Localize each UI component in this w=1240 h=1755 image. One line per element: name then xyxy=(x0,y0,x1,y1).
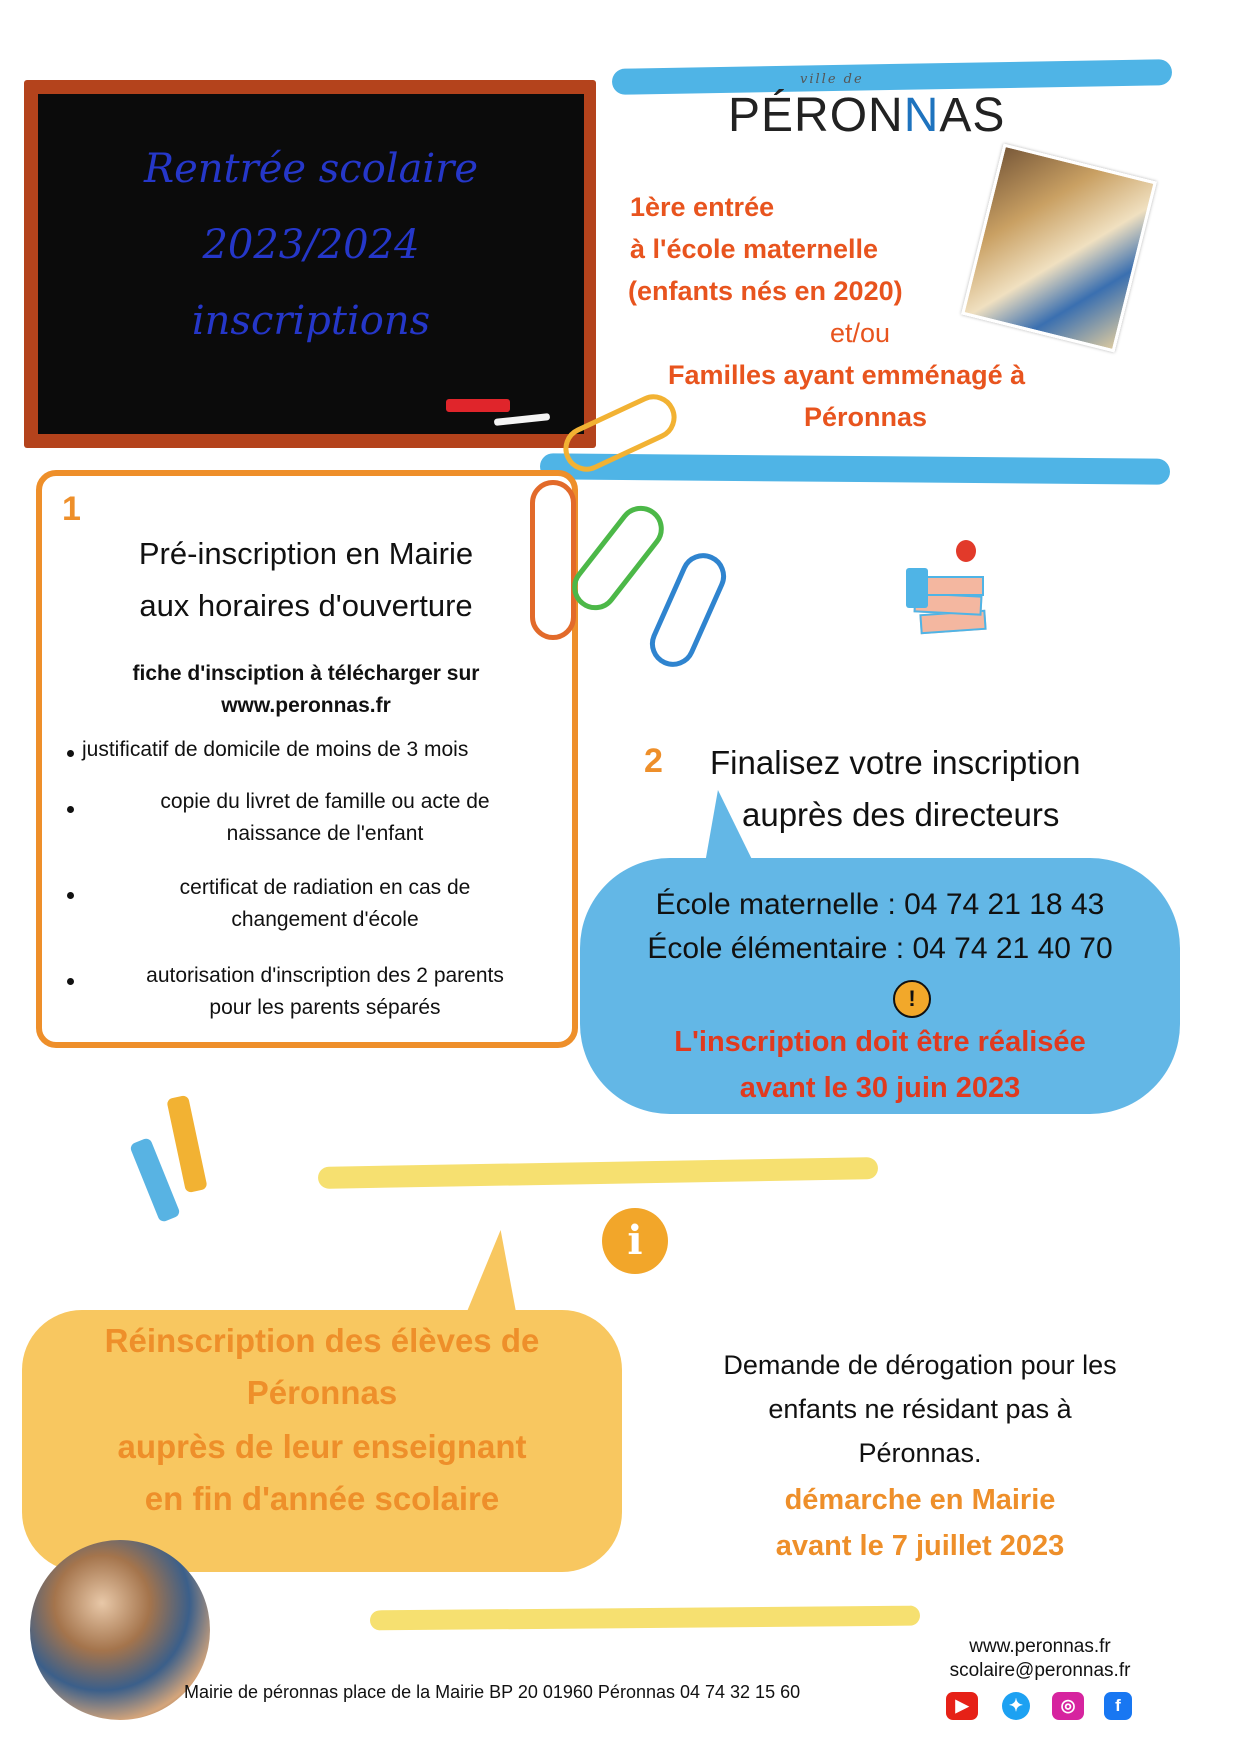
instagram-icon[interactable]: ◎ xyxy=(1052,1692,1084,1720)
requirement-1: justificatif de domicile de moins de 3 mois xyxy=(82,738,469,761)
requirement-4-line1: autorisation d'inscription des 2 parents xyxy=(146,964,504,987)
intro-line6: Péronnas xyxy=(804,402,928,432)
deadline-line1: L'inscription doit être réalisée xyxy=(674,1026,1086,1058)
bullet-icon xyxy=(67,750,74,757)
info-icon: i xyxy=(602,1208,668,1274)
elementaire-phone: École élémentaire : 04 74 21 40 70 xyxy=(647,932,1113,965)
intro-line1: 1ère entrée xyxy=(630,192,775,222)
intro-line2: à l'école maternelle xyxy=(630,234,879,264)
deadline-line2: avant le 30 juin 2023 xyxy=(739,1072,1021,1104)
decorative-brush-yellow-top xyxy=(318,1157,878,1189)
logo-text-right: AS xyxy=(939,89,1006,142)
eraser-icon xyxy=(446,399,510,412)
board-title-line3: inscriptions xyxy=(191,298,431,344)
footer-address: Mairie de péronnas place de la Mairie BP 20 01960 Péronnas 04 74 32 15 60 xyxy=(184,1682,801,1702)
requirement-4-line2: pour les parents séparés xyxy=(209,996,441,1019)
reinscription-line1: Réinscription des élèves de xyxy=(104,1322,540,1359)
facebook-icon[interactable]: f xyxy=(1104,1692,1132,1720)
bullet-icon xyxy=(67,806,74,813)
books-icon xyxy=(906,540,986,640)
requirement-2-line1: copie du livret de famille ou acte de xyxy=(160,790,490,813)
paperclip-blue-icon xyxy=(643,546,734,674)
reinscription-line2: Péronnas xyxy=(246,1374,398,1411)
crayon-yellow-icon xyxy=(166,1095,207,1193)
paperclip-green-icon xyxy=(563,497,673,620)
derogation-line1: Demande de dérogation pour les xyxy=(723,1350,1117,1380)
reinscription-line3: auprès de leur enseignant xyxy=(117,1428,527,1465)
step-number-2: 2 xyxy=(644,742,663,780)
download-line1: fiche d'insciption à télécharger sur xyxy=(132,662,480,685)
decorative-brush-yellow-bottom xyxy=(370,1606,920,1631)
derogation-line2: enfants ne résidant pas à xyxy=(768,1394,1072,1424)
logo-text-left: PÉRON xyxy=(728,89,904,142)
youtube-icon[interactable]: ▶ xyxy=(946,1692,978,1720)
step-number-1: 1 xyxy=(62,490,81,528)
warning-icon: ! xyxy=(893,980,931,1018)
bullet-icon xyxy=(67,892,74,899)
requirement-3-line1: certificat de radiation en cas de xyxy=(179,876,471,899)
derogation-line4: démarche en Mairie xyxy=(784,1484,1056,1516)
bullet-icon xyxy=(67,978,74,985)
footer-website[interactable]: www.peronnas.fr xyxy=(969,1636,1111,1657)
board-title-line2: 2023/2024 xyxy=(202,222,420,268)
requirement-3-line2: changement d'école xyxy=(231,908,419,931)
derogation-line5: avant le 7 juillet 2023 xyxy=(775,1530,1065,1562)
requirement-2-line2: naissance de l'enfant xyxy=(226,822,424,845)
maternelle-phone: École maternelle : 04 74 21 18 43 xyxy=(655,888,1105,921)
reinscription-line4: en fin d'année scolaire xyxy=(144,1480,500,1517)
step2-title-line2: auprès des directeurs xyxy=(742,796,1060,833)
twitter-icon[interactable]: ✦ xyxy=(1002,1692,1030,1720)
intro-line5: Familles ayant emménagé à xyxy=(668,360,1026,390)
download-link[interactable]: www.peronnas.fr xyxy=(221,694,391,717)
step2-title-line1: Finalisez votre inscription xyxy=(710,744,1081,781)
step1-title-line1: Pré-inscription en Mairie xyxy=(138,536,474,571)
paperclip-orange-icon xyxy=(530,480,576,640)
derogation-line3: Péronnas. xyxy=(858,1438,982,1468)
logo-text-n: N xyxy=(903,89,940,142)
classroom-photo xyxy=(961,144,1157,353)
intro-line3: (enfants nés en 2020) xyxy=(628,276,903,306)
decorative-brush-middle xyxy=(540,453,1170,484)
teacher-photo xyxy=(30,1540,210,1720)
footer-email[interactable]: scolaire@peronnas.fr xyxy=(949,1660,1131,1681)
peronnas-logo xyxy=(728,88,1005,143)
board-title-line1: Rentrée scolaire xyxy=(143,146,479,192)
step1-title-line2: aux horaires d'ouverture xyxy=(139,588,473,623)
crayon-blue-icon xyxy=(129,1137,181,1223)
logo-subtitle: ville de xyxy=(800,72,864,87)
intro-line4: et/ou xyxy=(830,318,891,348)
